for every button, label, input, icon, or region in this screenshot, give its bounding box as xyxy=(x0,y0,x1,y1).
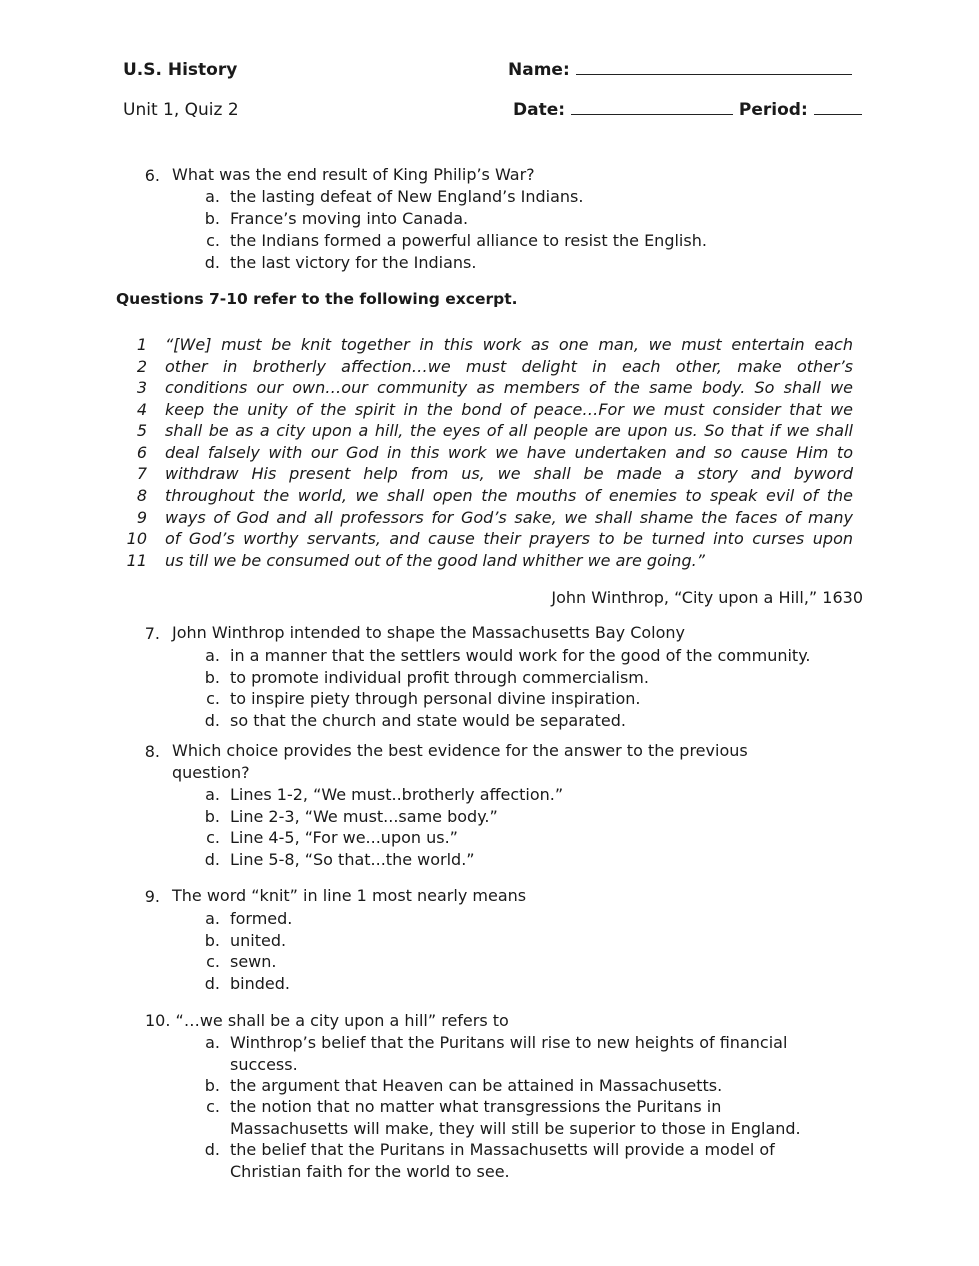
question-number: 6. xyxy=(144,166,160,185)
question-number: 8. xyxy=(144,742,160,761)
excerpt-line: “[We] must be knit together in this work as one man, we must entertain each xyxy=(165,335,853,354)
line-number: 7 xyxy=(136,464,147,483)
excerpt-line: ways of God and all professors for God’s sake, we shall shame the faces of many xyxy=(165,508,853,527)
line-number: 1 xyxy=(136,335,147,354)
excerpt-line: shall be as a city upon a hill, the eyes of all people are upon us. So that if we shall xyxy=(165,421,853,440)
period-blank[interactable] xyxy=(814,113,862,115)
excerpt-line: withdraw His present help from us, we shall be made a story and byword xyxy=(165,464,853,483)
question-10 xyxy=(145,1010,509,1032)
excerpt-line: other in brotherly affection…we must delight in each other, make other’s xyxy=(165,357,853,376)
excerpt-line: us till we be consumed out of the good land whither we are going.” xyxy=(165,551,705,570)
date-blank[interactable] xyxy=(571,113,733,115)
line-number: 9 xyxy=(136,508,147,527)
line-number: 11 xyxy=(126,551,147,570)
period-label: Period: xyxy=(738,100,808,120)
question-text-cont: question? xyxy=(172,763,250,782)
question-text: John Winthrop intended to shape the Massachusetts Bay Colony xyxy=(172,623,685,642)
question-number: 10. xyxy=(145,1011,171,1030)
name-blank[interactable] xyxy=(576,73,852,75)
question-number: 7. xyxy=(144,624,160,643)
line-number: 4 xyxy=(136,400,147,419)
question-number: 9. xyxy=(144,887,160,906)
date-period-field[interactable] xyxy=(513,100,862,120)
excerpt-line: deal falsely with our God in this work we have undertaken and so cause Him to xyxy=(165,443,853,462)
line-number: 8 xyxy=(136,486,147,505)
date-label: Date: xyxy=(513,100,566,120)
line-number: 3 xyxy=(136,378,147,397)
excerpt-attribution: John Winthrop, “City upon a Hill,” 1630 xyxy=(551,588,863,607)
excerpt-line: throughout the world, we shall open the mouths of enemies to speak evil of the xyxy=(165,486,853,505)
name-label: Name: xyxy=(508,60,570,80)
excerpt-line: of God’s worthy servants, and cause their prayers to be turned into curses upon xyxy=(165,529,853,548)
excerpt-line: keep the unity of the spirit in the bond of peace…For we must consider that we xyxy=(165,400,853,419)
line-number: 5 xyxy=(136,421,147,440)
line-number: 10 xyxy=(126,529,147,548)
question-text: “…we shall be a city upon a hill” refers to xyxy=(175,1011,509,1030)
question-text: What was the end result of King Philip’s War? xyxy=(172,165,535,184)
course-title: U.S. History xyxy=(123,60,238,80)
section-heading: Questions 7-10 refer to the following excerpt. xyxy=(116,290,518,308)
unit-quiz-label: Unit 1, Quiz 2 xyxy=(123,100,239,120)
line-number: 2 xyxy=(136,357,147,376)
line-number: 6 xyxy=(136,443,147,462)
name-field[interactable] xyxy=(508,60,852,80)
excerpt-line: conditions our own…our community as members of the same body. So shall we xyxy=(165,378,853,397)
question-text: The word “knit” in line 1 most nearly means xyxy=(172,886,527,905)
question-text: Which choice provides the best evidence for the answer to the previous xyxy=(172,741,748,760)
